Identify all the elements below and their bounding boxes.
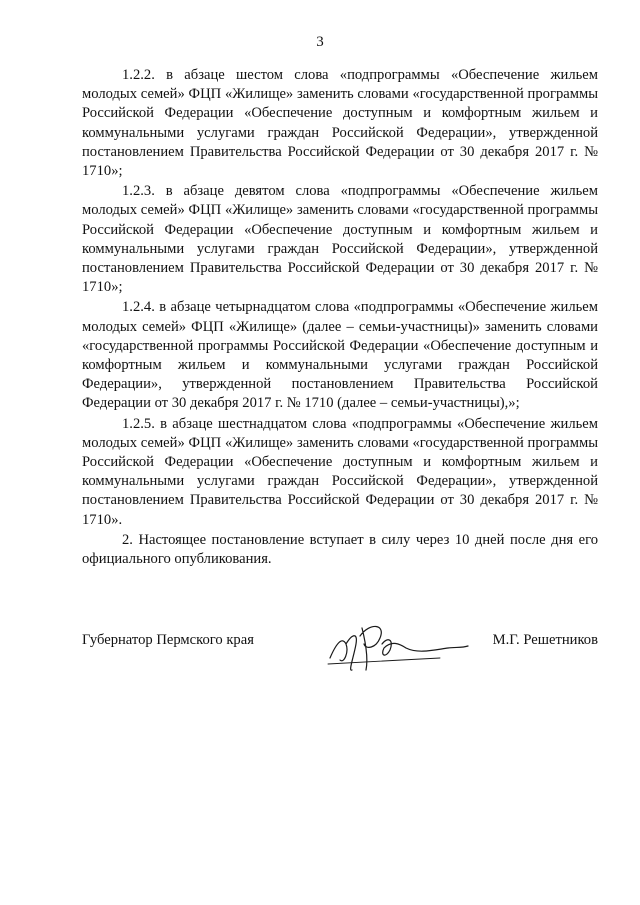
paragraph-1-2-4: 1.2.4. в абзаце четырнадцатом слова «подпрограммы «Обеспечение жильем молодых семей» ФЦП «Жилище» (далее – семьи-участницы)» заменить словами «государственной программы Российской Федерации «Обеспечение доступным и комфортным жильем и коммунальными услугами граждан Российской Федерации», утвержденной постановлением Правительства Российской Федерации от 30 декабря 2017 г. № 1710 (далее – семьи-участницы),»; [82,299,598,412]
paragraph-1-2-3: 1.2.3. в абзаце девятом слова «подпрограммы «Обеспечение жильем молодых семей» ФЦП «Жилище» заменить словами «государственной программы Российской Федерации «Обеспечение доступным и комфортным жильем и коммунальными услугами граждан Российской Федерации», утвержденной постановлением Правительства Российской Федерации от 30 декабря 2017 г. № 1710»; [82,183,598,296]
signer-title: Губернатор Пермского края [82,632,254,648]
handwritten-signature [322,614,472,674]
signer-name: М.Г. Решетников [492,632,598,648]
signature-block [82,614,598,674]
page-number: 3 [316,34,324,50]
paragraph-2: 2. Настоящее постановление вступает в силу через 10 дней после дня его официального опубликования. [82,531,598,568]
paragraph-1-2-2: 1.2.2. в абзаце шестом слова «подпрограммы «Обеспечение жильем молодых семей» ФЦП «Жилище» заменить словами «государственной программы Российской Федерации «Обеспечение доступным и комфортным жильем и коммунальными услугами граждан Российской Федерации», утвержденной постановлением Правительства Российской Федерации от 30 декабря 2017 г. № 1710»; [82,67,598,180]
paragraph-1-2-5: 1.2.5. в абзаце шестнадцатом слова «подпрограммы «Обеспечение жильем молодых семей» ФЦП «Жилище» заменить словами «государственной программы Российской Федерации «Обеспечение доступным и комфортным жильем и коммунальными услугами граждан Российской Федерации», утвержденной постановлением Правительства Российской Федерации от 30 декабря 2017 г. № 1710». [82,415,598,528]
document-body [82,66,598,570]
